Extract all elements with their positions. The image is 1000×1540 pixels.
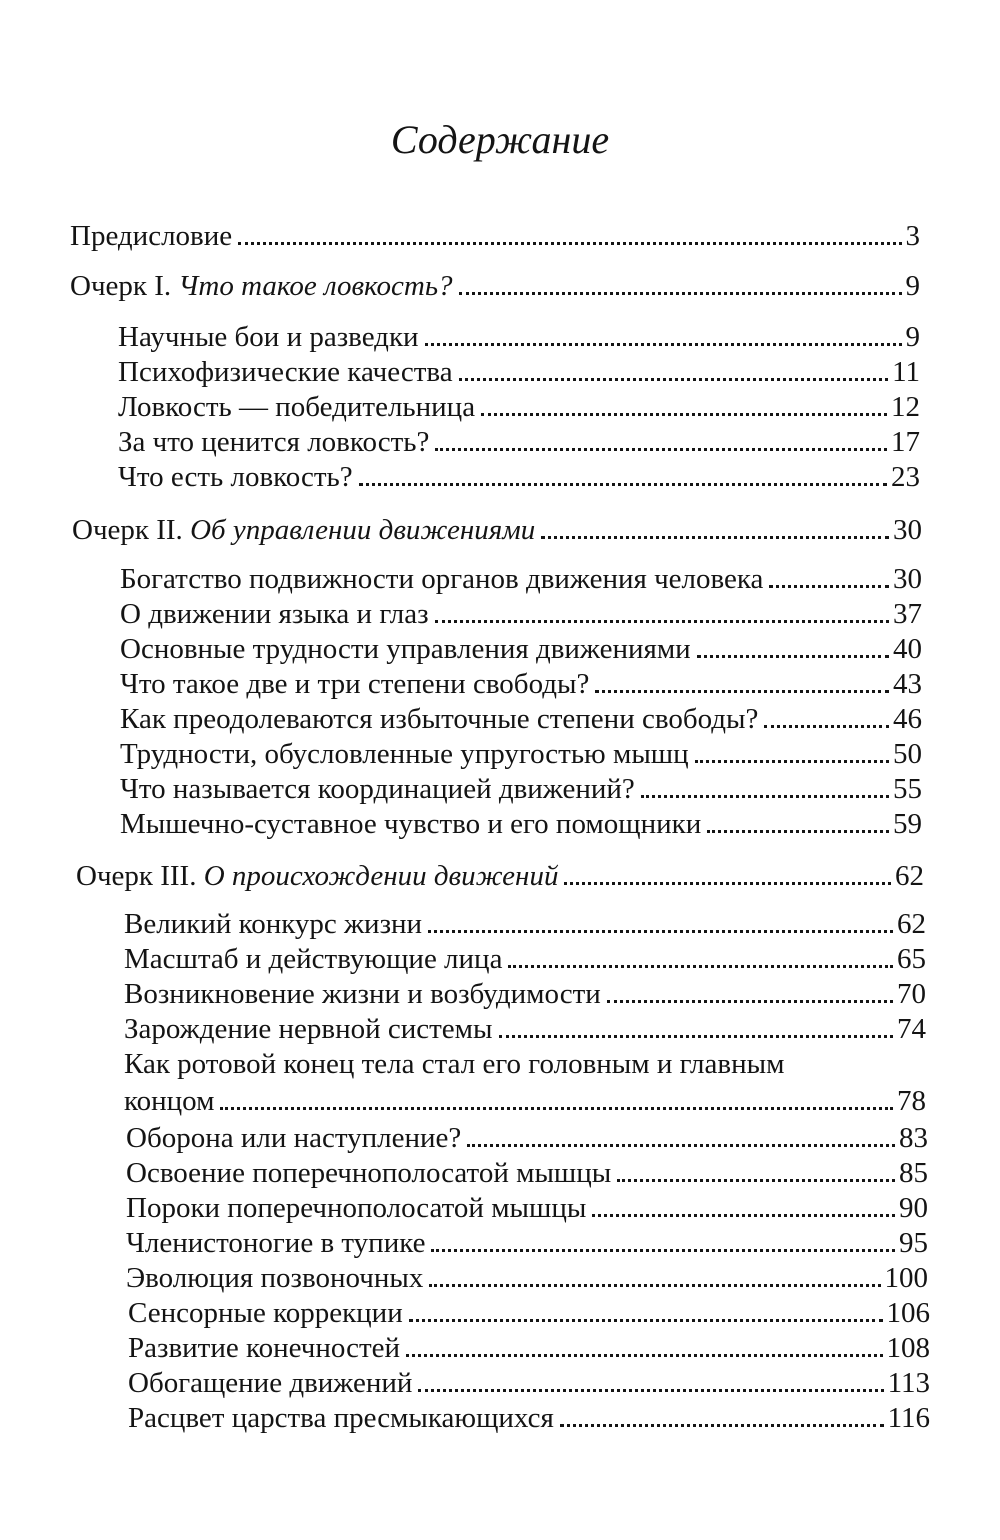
toc-entry-page: 74 [897, 1013, 926, 1045]
toc-entry-label: Предисловие [70, 220, 233, 252]
dot-leader [459, 292, 902, 295]
toc-entry-page: 70 [897, 978, 926, 1010]
dot-leader [409, 1319, 883, 1322]
toc-entry-page: 30 [893, 514, 922, 546]
dot-leader [564, 882, 891, 885]
dot-leader [431, 1249, 895, 1252]
toc-entry-label: Психофизические качества [118, 356, 453, 388]
toc-entry [126, 1260, 928, 1296]
dot-leader [406, 1354, 882, 1357]
dot-leader [707, 830, 889, 833]
toc-entry-label: Оборона или наступление? [126, 1122, 462, 1154]
toc-entry-label: Пороки поперечнополосатой мышцы [126, 1192, 587, 1224]
toc-entry-label: Сенсорные коррекции [128, 1297, 403, 1329]
dot-leader [359, 483, 887, 486]
toc-entry-page: 59 [893, 808, 922, 840]
toc-entry [120, 631, 922, 667]
toc-entry [128, 1400, 930, 1436]
toc-entry [120, 806, 922, 842]
toc-entry [128, 1330, 930, 1366]
toc-essay-2 [72, 512, 922, 548]
toc-entry-label: Возникновение жизни и возбудимости [124, 978, 601, 1010]
toc-entry-label: Трудности, обусловленные упругостью мышц [120, 738, 689, 770]
dot-leader [220, 1107, 893, 1110]
toc-entry-label: Богатство подвижности органов движения человека [120, 563, 764, 595]
toc-entry-page: 30 [893, 563, 922, 595]
dot-leader [499, 1035, 893, 1038]
toc-entry-page: 37 [893, 598, 922, 630]
essay-title: О происхождении движений [203, 860, 559, 892]
dot-leader [764, 725, 889, 728]
dot-leader [428, 930, 893, 933]
toc-entry-page: 85 [899, 1157, 928, 1189]
toc-entry-label: Эволюция позвоночных [126, 1262, 424, 1294]
toc-entry [120, 596, 922, 632]
toc-entry-label: Обогащение движений [128, 1367, 413, 1399]
toc-entry-label: Развитие конечностей [128, 1332, 401, 1364]
toc-entry-page: 62 [895, 860, 924, 892]
essay-number: Очерк I. [70, 270, 172, 302]
toc-entry-page: 12 [891, 391, 920, 423]
toc-entry-preface [70, 218, 920, 254]
toc-entry-page: 83 [899, 1122, 928, 1154]
dot-leader [617, 1179, 895, 1182]
toc-entry [124, 1083, 926, 1119]
toc-entry [126, 1155, 928, 1191]
toc-entry-label: Освоение поперечнополосатой мышцы [126, 1157, 612, 1189]
toc-entry [124, 976, 926, 1012]
toc-entry [126, 1190, 928, 1226]
toc-entry-page: 106 [886, 1297, 930, 1329]
toc-entry [120, 561, 922, 597]
toc-entry [118, 459, 920, 495]
toc-entry-label: Что есть ловкость? [118, 461, 353, 493]
toc-entry-label: Расцвет царства пресмыкающихся [128, 1402, 554, 1434]
toc-entry [118, 389, 920, 425]
dot-leader [429, 1284, 880, 1287]
toc-entry [118, 424, 920, 460]
toc-entry-label: Членистоногие в тупике [126, 1227, 426, 1259]
toc-entry [128, 1365, 930, 1401]
toc-entry-label: Ловкость — победительница [118, 391, 476, 423]
toc-title: Содержание [390, 117, 610, 162]
toc-entry-label: Зарождение нервной системы [124, 1013, 493, 1045]
toc-entry [126, 1225, 928, 1261]
essay-number: Очерк II. [72, 514, 183, 546]
toc-essay-1 [70, 268, 920, 304]
toc-entry [120, 736, 922, 772]
essay-title: Об управлении движениями [190, 514, 536, 546]
toc-entry-page: 78 [897, 1085, 926, 1117]
toc-entry-label: Как преодолеваются избыточные степени свободы? [120, 703, 759, 735]
toc-entry-label-line1: Как ротовой конец тела стал его головным и главным [124, 1048, 785, 1080]
toc-essay-3 [76, 858, 924, 894]
toc-entry-page: 95 [899, 1227, 928, 1259]
dot-leader [769, 585, 889, 588]
toc-entry-label: Что называется координацией движений? [120, 773, 635, 805]
toc-entry [120, 666, 922, 702]
toc-entry-page: 3 [905, 220, 920, 252]
dot-leader [560, 1424, 884, 1427]
toc-entry-page: 65 [897, 943, 926, 975]
toc-entry-page: 11 [892, 356, 920, 388]
toc-entry-page: 40 [893, 633, 922, 665]
dot-leader [607, 1000, 893, 1003]
toc-entry [118, 319, 920, 355]
toc-entry [118, 354, 920, 390]
dot-leader [592, 1214, 895, 1217]
dot-leader [425, 343, 902, 346]
toc-entry-page: 46 [893, 703, 922, 735]
toc-entry [120, 771, 922, 807]
toc-entry [120, 701, 922, 737]
dot-leader [467, 1144, 895, 1147]
toc-entry-page: 62 [897, 908, 926, 940]
toc-entry-page: 100 [884, 1262, 928, 1294]
toc-entry-page: 116 [887, 1402, 930, 1434]
dot-leader [695, 760, 889, 763]
toc-entry-label: Масштаб и действующие лица [124, 943, 503, 975]
dot-leader [435, 620, 889, 623]
dot-leader [508, 965, 893, 968]
dot-leader [459, 378, 889, 381]
dot-leader [435, 448, 887, 451]
toc-entry-page: 108 [886, 1332, 930, 1364]
toc-entry-page: 43 [893, 668, 922, 700]
toc-entry-page: 113 [887, 1367, 930, 1399]
toc-entry [124, 906, 926, 942]
toc-entry-label: Основные трудности управления движениями [120, 633, 691, 665]
dot-leader [418, 1389, 883, 1392]
toc-entry-label: О движении языка и глаз [120, 598, 429, 630]
toc-entry-page: 9 [905, 321, 920, 353]
toc-entry-page: 17 [891, 426, 920, 458]
toc-entry-label: Мышечно-суставное чувство и его помощники [120, 808, 702, 840]
toc-entry-page: 90 [899, 1192, 928, 1224]
toc-entry [128, 1295, 930, 1331]
dot-leader [481, 413, 887, 416]
toc-entry-page: 50 [893, 738, 922, 770]
toc-essay-label [76, 858, 558, 894]
dot-leader [541, 536, 889, 539]
toc-entry-page: 9 [905, 270, 920, 302]
toc-entry [126, 1120, 928, 1156]
toc-entry-label: Что такое две и три степени свободы? [120, 668, 590, 700]
toc-entry-label: Научные бои и разведки [118, 321, 419, 353]
toc-entry-label: концом [124, 1085, 215, 1117]
dot-leader [641, 795, 889, 798]
toc-entry-label: За что ценится ловкость? [118, 426, 430, 458]
toc-entry [124, 941, 926, 977]
dot-leader [697, 655, 889, 658]
dot-leader [238, 242, 901, 245]
essay-number: Очерк III. [76, 860, 197, 892]
toc-entry-page: 23 [891, 461, 920, 493]
toc-essay-label [72, 512, 535, 548]
toc-entry-page: 55 [893, 773, 922, 805]
dot-leader [595, 690, 889, 693]
toc-essay-label [70, 268, 453, 304]
essay-title: Что такое ловкость? [178, 270, 453, 302]
toc-entry-label: Великий конкурс жизни [124, 908, 423, 940]
toc-entry [124, 1011, 926, 1047]
